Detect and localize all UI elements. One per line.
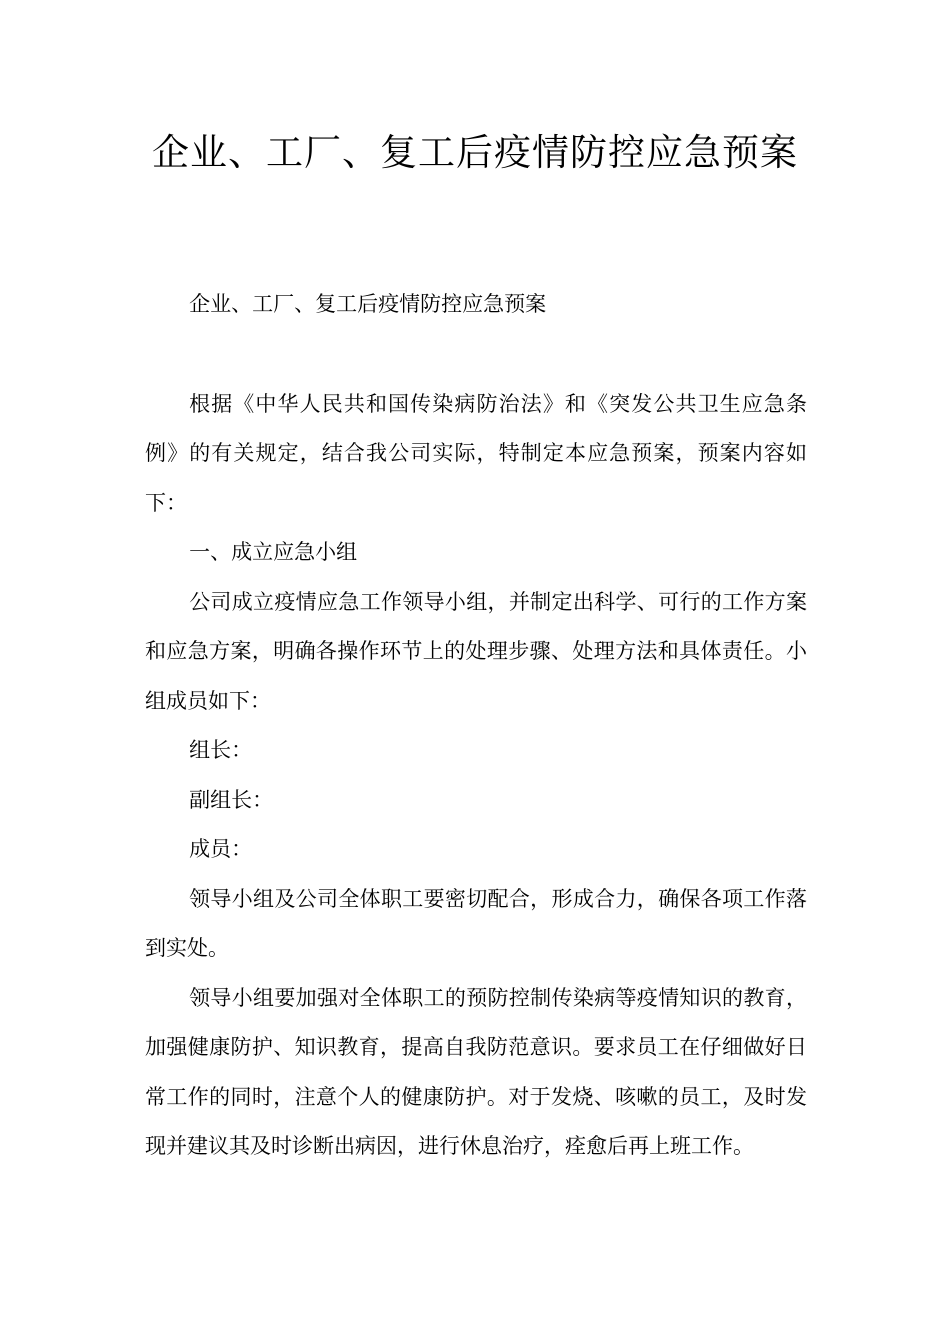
paragraph-intro: 根据《中华人民共和国传染病防治法》和《突发公共卫生应急条例》的有关规定，结合我公司实际，特制定本应急预案，预案内容如下： bbox=[145, 391, 807, 515]
section-heading-1: 一、成立应急小组 bbox=[189, 540, 358, 564]
paragraph-cooperation: 领导小组及公司全体职工要密切配合，形成合力，确保各项工作落到实处。 bbox=[145, 886, 807, 960]
team-leader-line: 组长： bbox=[189, 738, 253, 762]
document-subtitle: 企业、工厂、复工后疫情防控应急预案 bbox=[189, 292, 547, 316]
team-deputy-line: 副组长： bbox=[189, 787, 274, 812]
paragraph-education: 领导小组要加强对全体职工的预防控制传染病等疫情知识的教育，加强健康防护、知识教育，提高自我防范意识。要求员工在仔细做好日常工作的同时，注意个人的健康防护。对于发烧、咳嗽的员工，及时发现并建议其及时诊断出病因，进行休息治疗，痊愈后再上班工作。 bbox=[145, 985, 807, 1158]
document-body bbox=[145, 280, 807, 1172]
paragraph-team-setup: 公司成立疫情应急工作领导小组，并制定出科学、可行的工作方案和应急方案，明确各操作环节上的处理步骤、处理方法和具体责任。小组成员如下： bbox=[145, 589, 807, 713]
document-title: 企业、工厂、复工后疫情防控应急预案 bbox=[152, 131, 798, 174]
team-members-line: 成员： bbox=[189, 837, 253, 861]
